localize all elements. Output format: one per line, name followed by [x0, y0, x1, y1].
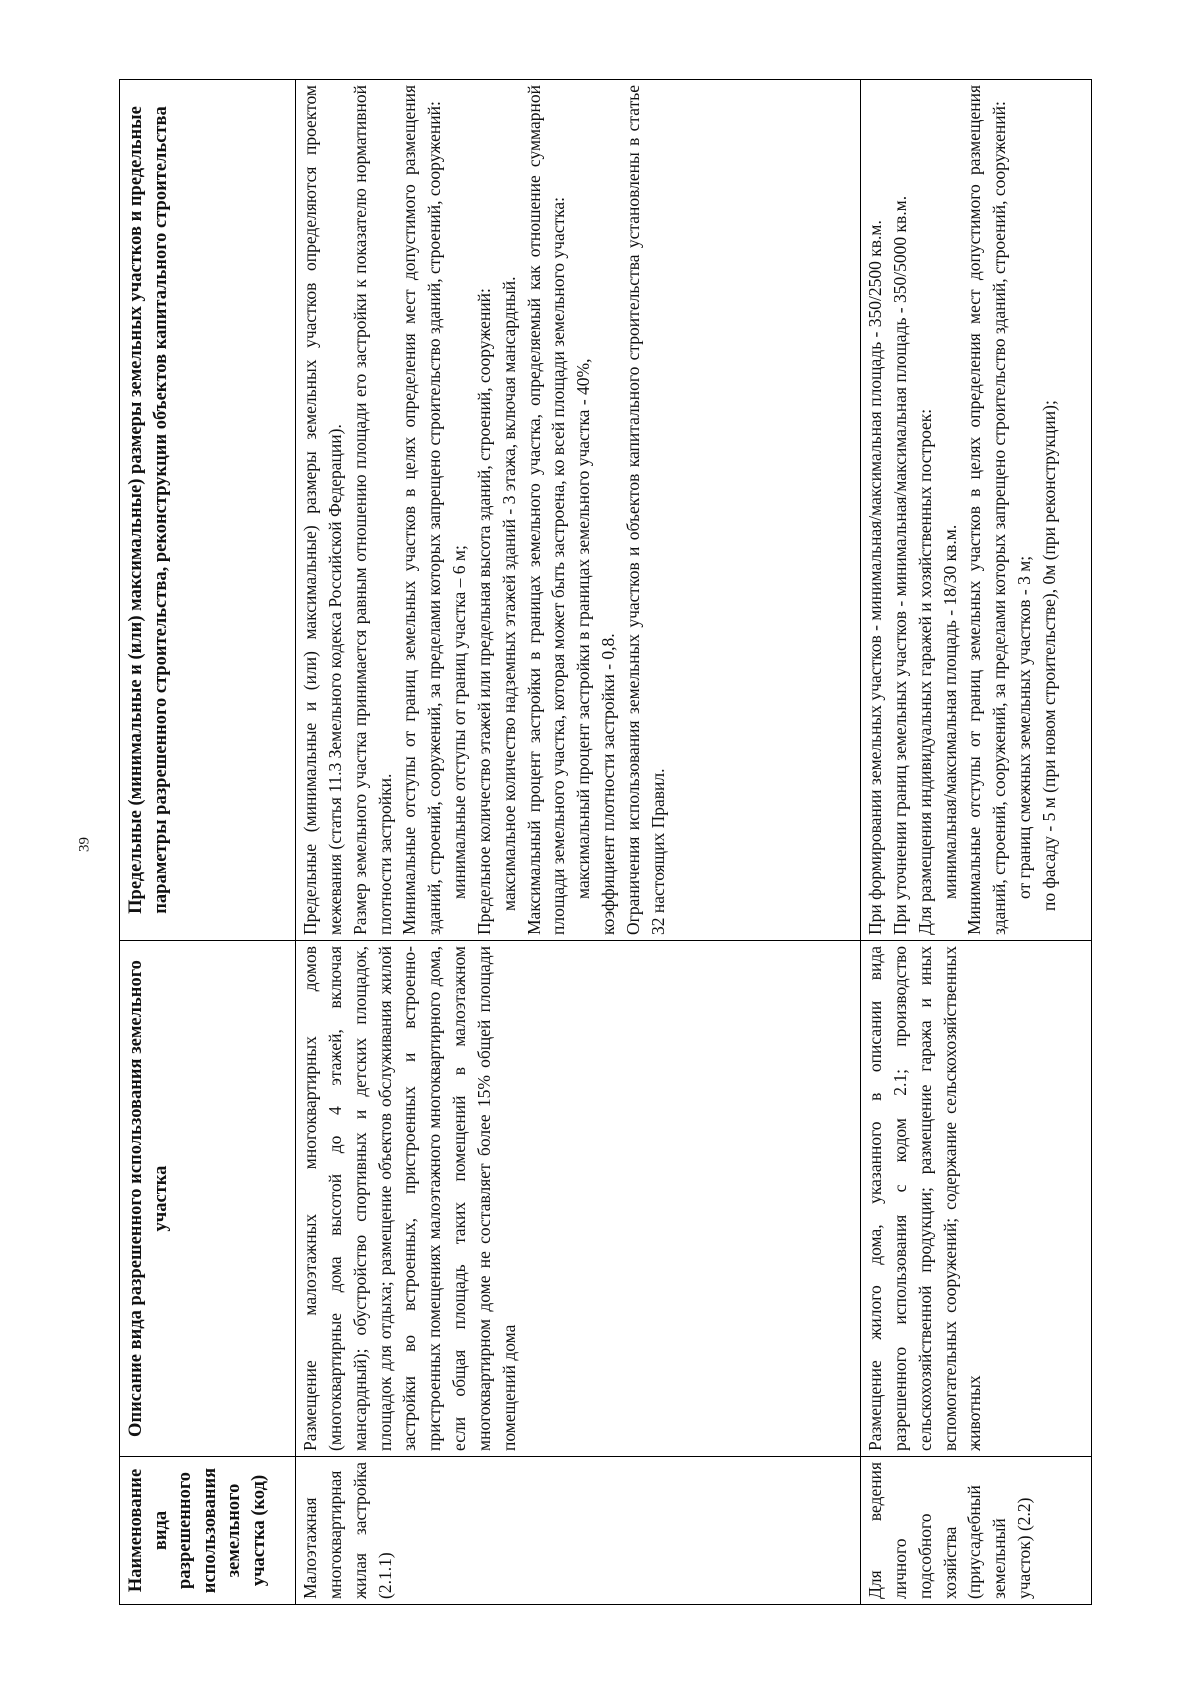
param-line: Предельное количество этажей или предельная высота зданий, строений, сооружений:	[473, 288, 494, 935]
page-number: 39	[76, 837, 93, 852]
param-line: Минимальные отступы от границ земельных участков в целях определения мест допустимого размещения зданий, строений, сооружений, за пределами которых запрещено строительство зданий, строений, сооружений:	[964, 85, 1010, 935]
param-line: максимальный процент застройки в границах земельного участка - 40%,	[573, 358, 594, 899]
rotated-table-sheet	[119, 80, 1092, 1605]
header-name: Наименование вида разрешенного использования земельного участка (код)	[120, 1457, 296, 1605]
row-1-description: Размещение малоэтажных многоквартирных домов (многоквартирные дома высотой до 4 этажей, включая мансардный); обустройство спортивных и детских площадок, площадок для отдыха; размещение объектов обслуживания жилой застройки во встроенных, пристроенных и встроенно-пристроенных помещениях малоэтажного многоквартирного дома, если общая площадь таких помещений в малоэтажном многоквартирном доме не составляет более 15% общей площади помещений дома	[296, 941, 861, 1457]
table-header-row	[120, 80, 296, 1605]
row-1-name: Малоэтажная многоквартирная жилая застройка (2.1.1)	[296, 1457, 861, 1605]
param-line: коэффициент плотности застройки - 0,8.	[598, 633, 619, 935]
param-line: Ограничения использования земельных участков и объектов капитального строительства установлены в статье 32 настоящих Правил.	[622, 85, 668, 935]
param-line: минимальные отступы от границ участка – 6 м;	[449, 545, 470, 899]
param-line: Размер земельного участка принимается равным отношению площади его застройки к показателю нормативной плотности застройки.	[349, 85, 395, 935]
row-2-name: Для ведения личного подсобного хозяйства (приусадебный земельный участок) (2.2)	[861, 1457, 1092, 1605]
param-line: Максимальный процент застройки в границах земельного участка, определяемый как отношение суммарной площади земельного участка, которая может быть застроена, ко всей площади земельного участка:	[523, 85, 569, 935]
param-line: минимальная/максимальная площадь - 18/30 кв.м.	[939, 524, 960, 899]
table-row	[861, 80, 1092, 1605]
param-line: Предельные (минимальные и (или) максимальные) размеры земельных участков определяются проектом межевания (статья 11.3 Земельного кодекса Российской Федерации).	[300, 85, 345, 935]
param-line: от границ смежных земельных участков - 3 м;	[1014, 555, 1035, 899]
param-line: Минимальные отступы от границ земельных участков в целях определения мест допустимого размещения зданий, строений, сооружений, за пределами которых запрещено строительство зданий, строений, сооружений:	[399, 85, 445, 935]
header-params: Предельные (минимальные и (или) максимальные) размеры земельных участков и предельные параметры разрешенного строительства, реконструкции объектов капитального строительства	[120, 80, 296, 941]
header-description: Описание вида разрешенного использования земельного участка	[120, 941, 296, 1457]
param-line: При формировании земельных участков - минимальная/максимальная площадь - 350/2500 кв.м.	[865, 220, 885, 935]
row-2-params	[861, 80, 1092, 941]
land-use-table	[119, 79, 1092, 1605]
table-row	[296, 80, 861, 1605]
row-2-description: Размещение жилого дома, указанного в описании вида разрешенного использования с кодом 2.1; производство сельскохозяйственной продукции; размещение гаража и иных вспомогательных сооружений; содержание сельскохозяйственных животных	[861, 941, 1092, 1457]
param-line: Для размещения индивидуальных гаражей и хозяйственных построек:	[914, 408, 935, 935]
param-line: по фасаду - 5 м (при новом строительстве), 0м (при реконструкции);	[1038, 400, 1059, 911]
row-1-params	[296, 80, 861, 941]
param-line: При уточнении границ земельных участков - минимальная/максимальная площадь - 350/5000 кв.м.	[889, 195, 910, 935]
param-line: максимальное количество надземных этажей зданий - 3 этажа, включая мансардный.	[498, 276, 519, 911]
